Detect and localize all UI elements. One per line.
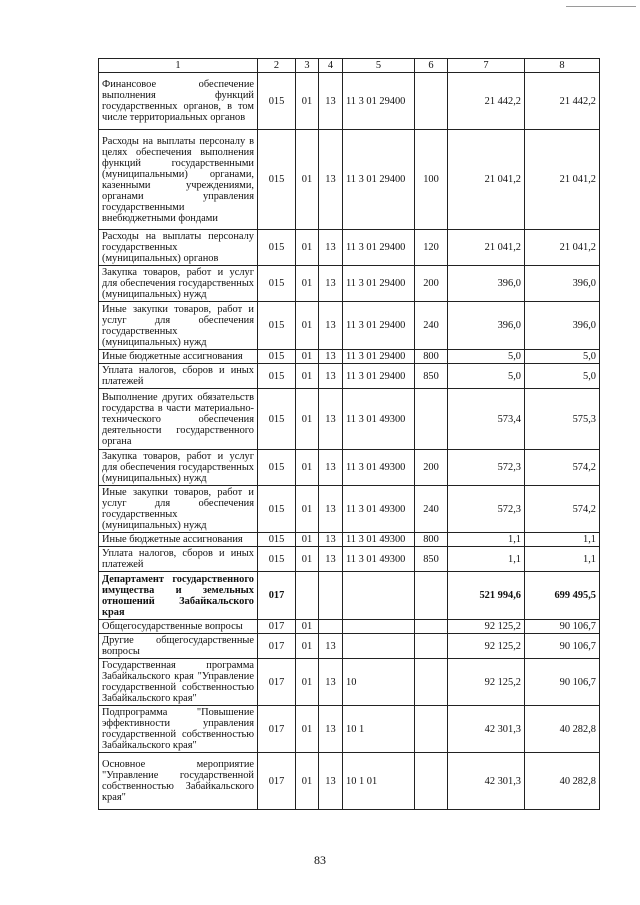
amount-col7: 21 041,2	[448, 230, 525, 266]
amount-col7: 92 125,2	[448, 634, 525, 659]
expense-type-code	[415, 620, 448, 634]
target-article-code: 10 1	[343, 706, 415, 753]
expense-type-code: 850	[415, 547, 448, 572]
ministry-code: 017	[258, 753, 296, 810]
row-name: Закупка товаров, работ и услуг для обеспечения государственных (муниципальных) нужд	[99, 266, 258, 302]
table-row	[99, 620, 600, 634]
section-code: 01	[296, 364, 319, 389]
amount-col8: 396,0	[525, 266, 600, 302]
ministry-code: 015	[258, 230, 296, 266]
table-row	[99, 350, 600, 364]
amount-col7: 92 125,2	[448, 659, 525, 706]
expense-type-code: 100	[415, 130, 448, 230]
row-name: Иные закупки товаров, работ и услуг для обеспечения государственных (муниципальных) нужд	[99, 302, 258, 350]
table-row	[99, 389, 600, 450]
header-row	[99, 59, 600, 73]
column-header: 8	[525, 59, 600, 73]
amount-col8: 5,0	[525, 350, 600, 364]
expense-type-code: 240	[415, 302, 448, 350]
ministry-code: 015	[258, 302, 296, 350]
page-number: 83	[314, 853, 326, 867]
target-article-code: 11 3 01 29400	[343, 364, 415, 389]
amount-col8: 90 106,7	[525, 634, 600, 659]
section-code: 01	[296, 266, 319, 302]
expense-type-code: 800	[415, 533, 448, 547]
section-code: 01	[296, 620, 319, 634]
amount-col8: 574,2	[525, 486, 600, 533]
budget-table	[98, 58, 600, 810]
ministry-code: 015	[258, 130, 296, 230]
table-row	[99, 302, 600, 350]
section-code: 01	[296, 450, 319, 486]
row-name: Другие общегосударственные вопросы	[99, 634, 258, 659]
table-row	[99, 230, 600, 266]
amount-col7: 521 994,6	[448, 572, 525, 620]
section-code: 01	[296, 130, 319, 230]
table-row	[99, 572, 600, 620]
target-article-code: 11 3 01 49300	[343, 450, 415, 486]
amount-col8: 575,3	[525, 389, 600, 450]
target-article-code: 11 3 01 49300	[343, 389, 415, 450]
amount-col8: 21 041,2	[525, 230, 600, 266]
subsection-code: 13	[319, 486, 343, 533]
amount-col8: 21 442,2	[525, 73, 600, 130]
table-row	[99, 533, 600, 547]
amount-col8: 40 282,8	[525, 706, 600, 753]
expense-type-code: 850	[415, 364, 448, 389]
target-article-code	[343, 572, 415, 620]
ministry-code: 017	[258, 572, 296, 620]
target-article-code: 11 3 01 29400	[343, 266, 415, 302]
table-row	[99, 130, 600, 230]
amount-col7: 42 301,3	[448, 753, 525, 810]
subsection-code: 13	[319, 364, 343, 389]
table-row	[99, 73, 600, 130]
target-article-code: 11 3 01 29400	[343, 302, 415, 350]
target-article-code	[343, 620, 415, 634]
ministry-code: 015	[258, 486, 296, 533]
amount-col8: 1,1	[525, 533, 600, 547]
expense-type-code	[415, 389, 448, 450]
amount-col8: 699 495,5	[525, 572, 600, 620]
row-name: Закупка товаров, работ и услуг для обеспечения государственных (муниципальных) нужд	[99, 450, 258, 486]
amount-col8: 21 041,2	[525, 130, 600, 230]
amount-col8: 1,1	[525, 547, 600, 572]
ministry-code: 015	[258, 450, 296, 486]
section-code: 01	[296, 73, 319, 130]
expense-type-code: 200	[415, 450, 448, 486]
amount-col8: 5,0	[525, 364, 600, 389]
row-name: Общегосударственные вопросы	[99, 620, 258, 634]
amount-col7: 92 125,2	[448, 620, 525, 634]
row-name: Иные бюджетные ассигнования	[99, 350, 258, 364]
subsection-code: 13	[319, 547, 343, 572]
amount-col8: 574,2	[525, 450, 600, 486]
target-article-code: 11 3 01 29400	[343, 230, 415, 266]
expense-type-code	[415, 634, 448, 659]
target-article-code: 10 1 01	[343, 753, 415, 810]
amount-col7: 5,0	[448, 364, 525, 389]
table-row	[99, 486, 600, 533]
amount-col7: 573,4	[448, 389, 525, 450]
column-header: 6	[415, 59, 448, 73]
subsection-code: 13	[319, 302, 343, 350]
section-code: 01	[296, 547, 319, 572]
ministry-code: 015	[258, 389, 296, 450]
section-code: 01	[296, 706, 319, 753]
row-name: Выполнение других обязательств государства в части материально-технического обеспечения деятельности государственного органа	[99, 389, 258, 450]
amount-col7: 396,0	[448, 266, 525, 302]
expense-type-code	[415, 706, 448, 753]
table-row	[99, 450, 600, 486]
table-row	[99, 266, 600, 302]
row-name: Уплата налогов, сборов и иных платежей	[99, 364, 258, 389]
ministry-code: 017	[258, 620, 296, 634]
subsection-code	[319, 572, 343, 620]
subsection-code: 13	[319, 634, 343, 659]
ministry-code: 015	[258, 364, 296, 389]
subsection-code: 13	[319, 533, 343, 547]
ministry-code: 015	[258, 547, 296, 572]
subsection-code: 13	[319, 266, 343, 302]
subsection-code: 13	[319, 130, 343, 230]
row-name: Финансовое обеспечение выполнения функций государственных органов, в том числе территориальных органов	[99, 73, 258, 130]
subsection-code: 13	[319, 706, 343, 753]
section-code: 01	[296, 659, 319, 706]
ministry-code: 017	[258, 659, 296, 706]
column-header: 5	[343, 59, 415, 73]
section-code: 01	[296, 486, 319, 533]
expense-type-code: 120	[415, 230, 448, 266]
amount-col7: 572,3	[448, 486, 525, 533]
table-row	[99, 659, 600, 706]
amount-col7: 5,0	[448, 350, 525, 364]
row-name: Расходы на выплаты персоналу государственных (муниципальных) органов	[99, 230, 258, 266]
subsection-code: 13	[319, 659, 343, 706]
row-name: Основное мероприятие "Управление государственной собственностью Забайкальского края"	[99, 753, 258, 810]
expense-type-code	[415, 753, 448, 810]
section-code: 01	[296, 350, 319, 364]
row-name: Уплата налогов, сборов и иных платежей	[99, 547, 258, 572]
top-rule	[566, 6, 636, 7]
ministry-code: 015	[258, 73, 296, 130]
amount-col7: 42 301,3	[448, 706, 525, 753]
column-header: 3	[296, 59, 319, 73]
amount-col7: 21 041,2	[448, 130, 525, 230]
subsection-code: 13	[319, 350, 343, 364]
section-code: 01	[296, 753, 319, 810]
expense-type-code	[415, 572, 448, 620]
amount-col7: 1,1	[448, 533, 525, 547]
section-code: 01	[296, 389, 319, 450]
target-article-code: 11 3 01 29400	[343, 73, 415, 130]
amount-col7: 1,1	[448, 547, 525, 572]
target-article-code: 11 3 01 49300	[343, 533, 415, 547]
column-header: 1	[99, 59, 258, 73]
table-row	[99, 364, 600, 389]
expense-type-code	[415, 659, 448, 706]
amount-col7: 572,3	[448, 450, 525, 486]
ministry-code: 017	[258, 634, 296, 659]
amount-col8: 396,0	[525, 302, 600, 350]
row-name: Иные бюджетные ассигнования	[99, 533, 258, 547]
table-body	[99, 73, 600, 810]
subsection-code: 13	[319, 753, 343, 810]
target-article-code: 11 3 01 29400	[343, 350, 415, 364]
row-name: Иные закупки товаров, работ и услуг для обеспечения государственных (муниципальных) нужд	[99, 486, 258, 533]
section-code	[296, 572, 319, 620]
column-header: 7	[448, 59, 525, 73]
subsection-code: 13	[319, 230, 343, 266]
amount-col7: 396,0	[448, 302, 525, 350]
row-name: Расходы на выплаты персоналу в целях обеспечения выполнения функций государственными (муниципальными) органами, казенными учреждениями, органами управления государственными внебюджетными фондами	[99, 130, 258, 230]
ministry-code: 017	[258, 706, 296, 753]
target-article-code: 11 3 01 49300	[343, 486, 415, 533]
target-article-code: 11 3 01 49300	[343, 547, 415, 572]
column-header: 4	[319, 59, 343, 73]
amount-col8: 90 106,7	[525, 620, 600, 634]
row-name: Департамент государственного имущества и земельных отношений Забайкальского края	[99, 572, 258, 620]
section-code: 01	[296, 634, 319, 659]
amount-col8: 40 282,8	[525, 753, 600, 810]
target-article-code: 11 3 01 29400	[343, 130, 415, 230]
section-code: 01	[296, 533, 319, 547]
subsection-code: 13	[319, 73, 343, 130]
subsection-code	[319, 620, 343, 634]
expense-type-code: 800	[415, 350, 448, 364]
expense-type-code	[415, 73, 448, 130]
subsection-code: 13	[319, 450, 343, 486]
row-name: Подпрограмма "Повышение эффективности управления государственной собственностью Забайкальского края"	[99, 706, 258, 753]
section-code: 01	[296, 230, 319, 266]
table-row	[99, 634, 600, 659]
row-name: Государственная программа Забайкальского края "Управление государственной собственностью Забайкальского края"	[99, 659, 258, 706]
target-article-code: 10	[343, 659, 415, 706]
column-header: 2	[258, 59, 296, 73]
table-row	[99, 753, 600, 810]
expense-type-code: 240	[415, 486, 448, 533]
amount-col7: 21 442,2	[448, 73, 525, 130]
table-row	[99, 706, 600, 753]
ministry-code: 015	[258, 350, 296, 364]
ministry-code: 015	[258, 266, 296, 302]
ministry-code: 015	[258, 533, 296, 547]
table-row	[99, 547, 600, 572]
amount-col8: 90 106,7	[525, 659, 600, 706]
expense-type-code: 200	[415, 266, 448, 302]
section-code: 01	[296, 302, 319, 350]
target-article-code	[343, 634, 415, 659]
subsection-code: 13	[319, 389, 343, 450]
